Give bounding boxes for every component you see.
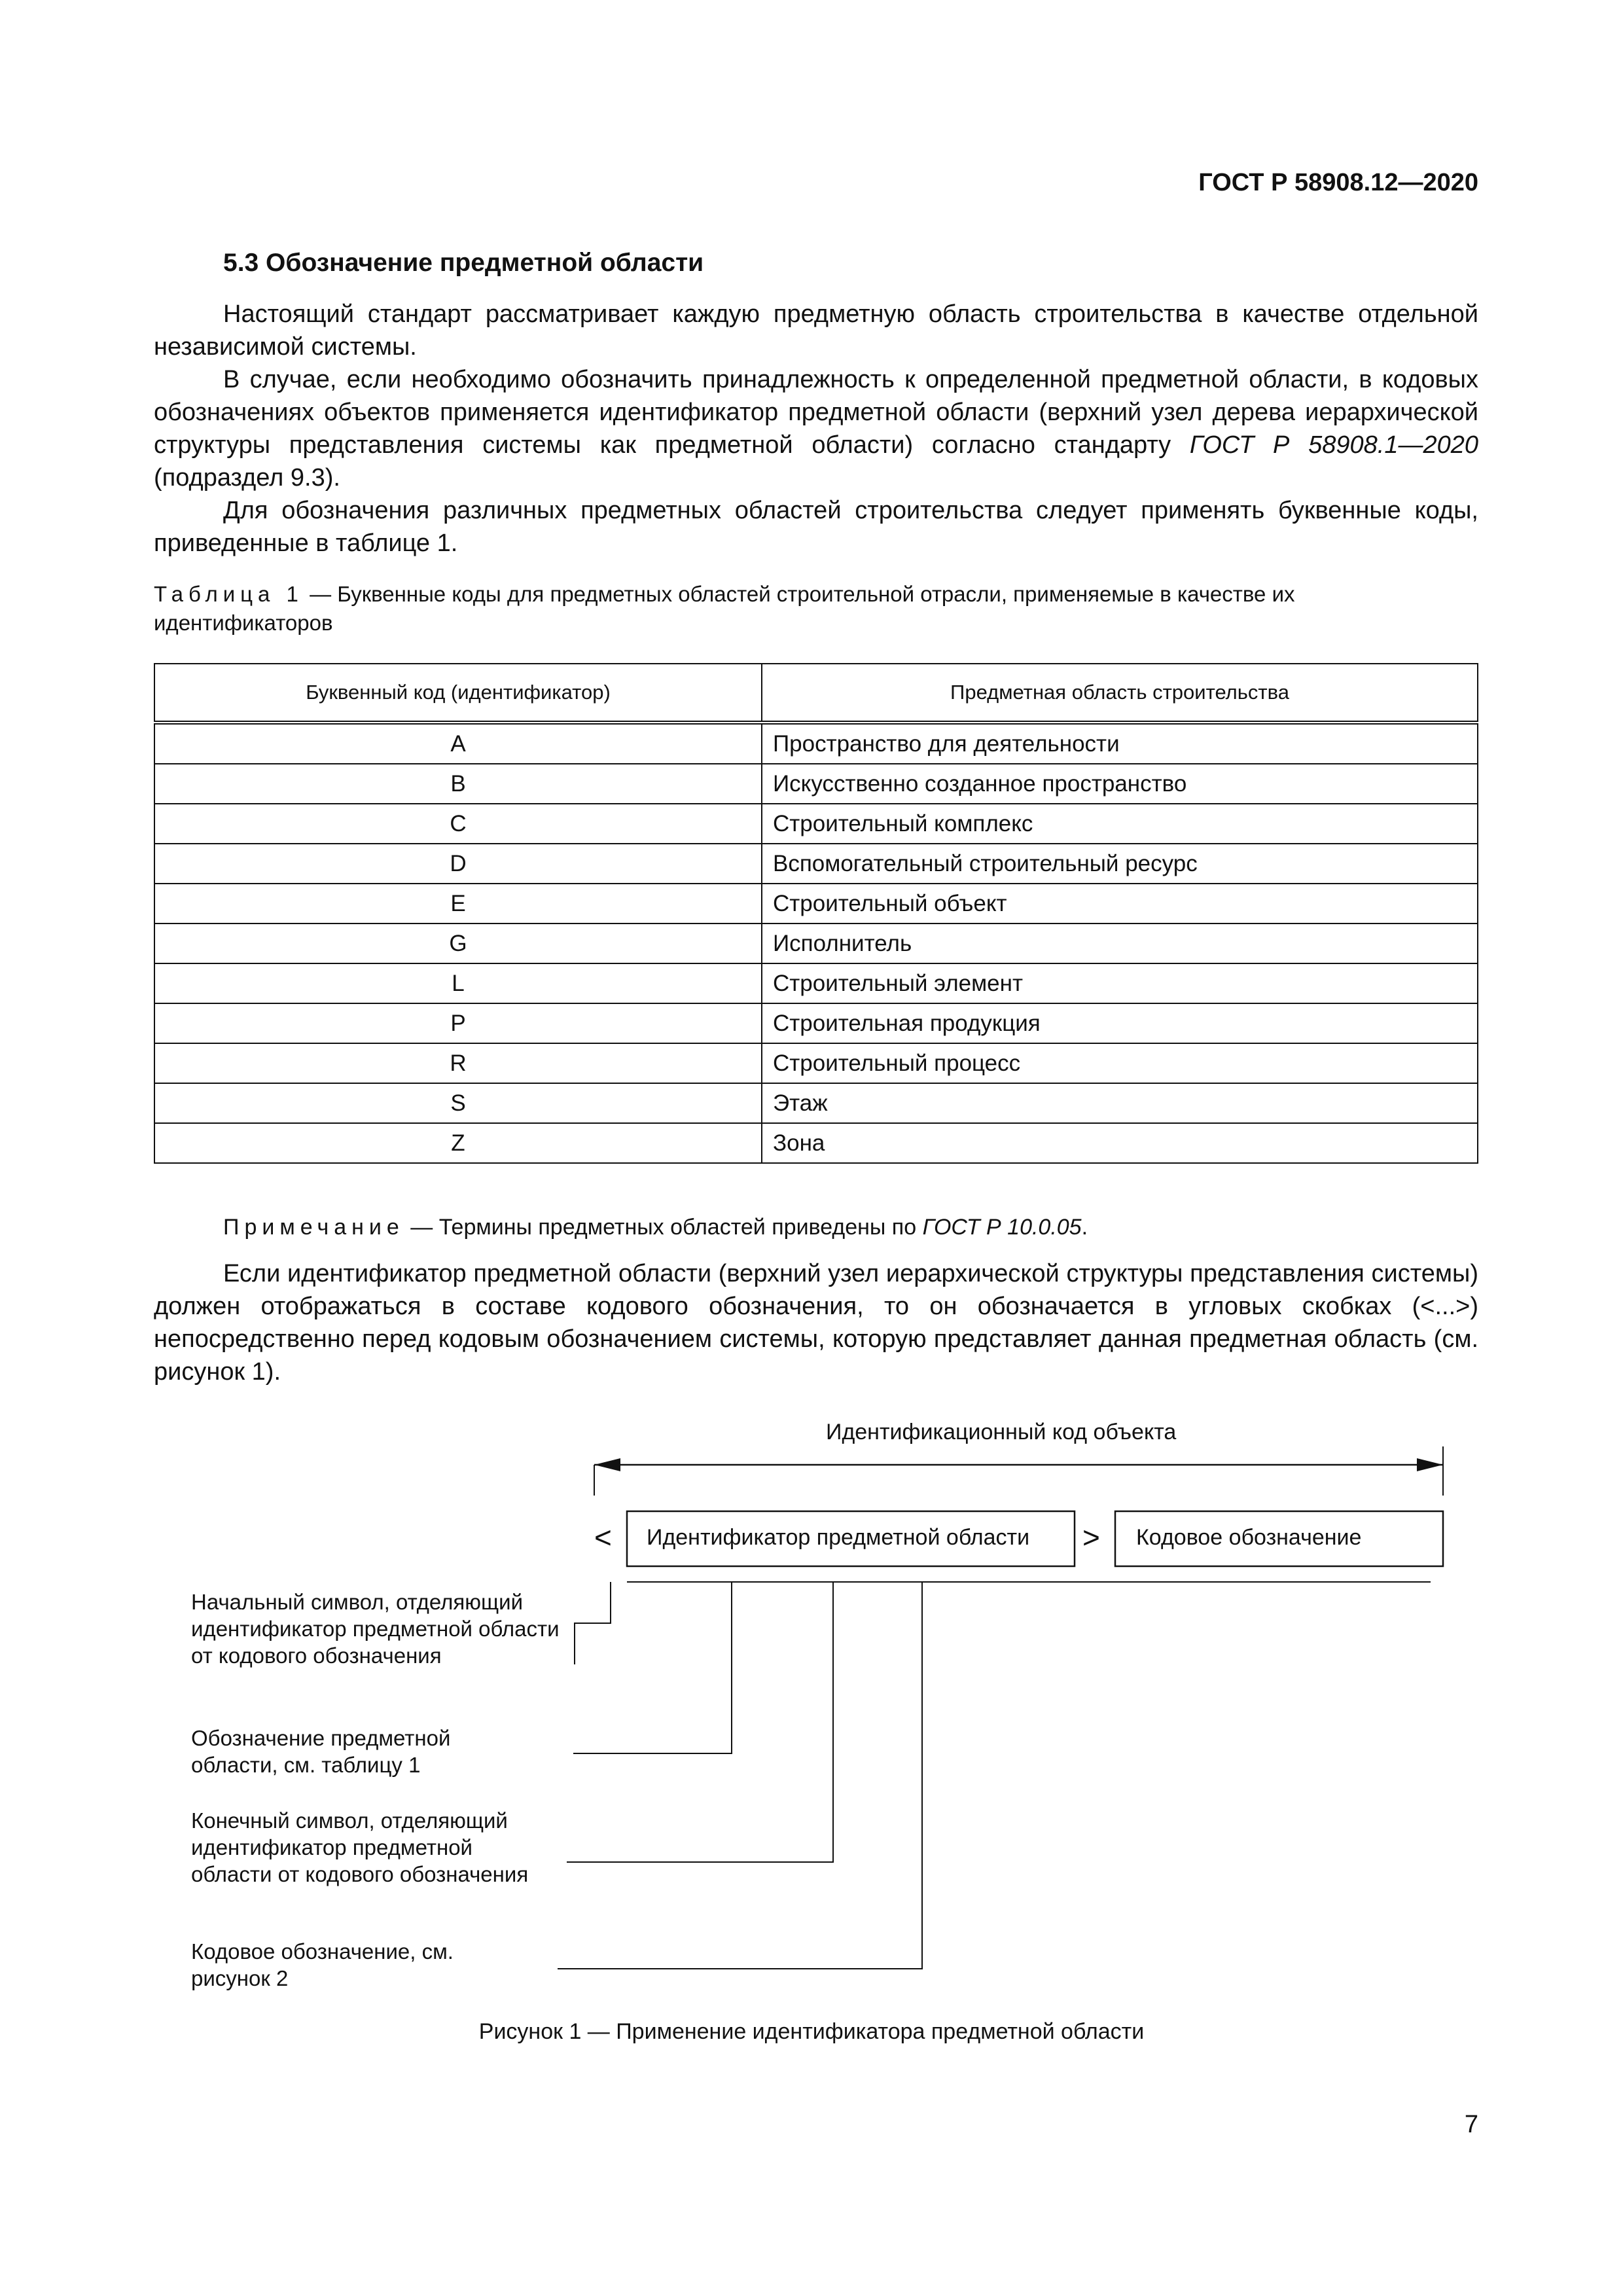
code-cell: S: [154, 1083, 762, 1123]
code-cell: L: [154, 963, 762, 1003]
code-cell: D: [154, 844, 762, 884]
table-caption-label: Таблица 1: [154, 582, 304, 606]
domain-cell: Строительный процесс: [762, 1043, 1478, 1083]
label-code-designation: Кодовое обозначение, см. рисунок 2: [191, 1939, 454, 1990]
domain-cell: Зона: [762, 1123, 1478, 1163]
note-label: Примечание: [223, 1215, 404, 1240]
domain-cell: Строительный элемент: [762, 963, 1478, 1003]
table-caption-text: — Буквенные коды для предметных областей строительной отрасли, применяемые в качестве их идентификаторов: [154, 582, 1295, 635]
domain-cell: Строительная продукция: [762, 1003, 1478, 1043]
code-cell: R: [154, 1043, 762, 1083]
label-initial-symbol: Начальный символ, отделяющий идентификатор предметной области от кодового обозначения: [191, 1590, 560, 1668]
leader-line-domain-designation: [573, 1582, 732, 1753]
code-cell: A: [154, 723, 762, 764]
code-cell: C: [154, 804, 762, 844]
code-cell: B: [154, 764, 762, 804]
dimension-arrow-left: [594, 1458, 620, 1471]
figure-top-label: Идентификационный код объекта: [826, 1420, 1177, 1444]
column-header-domain: Предметная область строительства: [762, 664, 1478, 723]
domain-cell: Пространство для деятельности: [762, 723, 1478, 764]
page-number: 7: [1464, 2111, 1478, 2138]
code-cell: Z: [154, 1123, 762, 1163]
column-header-code: Буквенный код (идентификатор): [154, 664, 762, 723]
paragraph-4: Если идентификатор предметной области (верхний узел иерархической структуры представления системы) должен отображаться в составе кодового обозначения, то он обозначается в угловых скобках (<...>) непосредственно перед кодовым обозначением системы, которую представляет данная предметная область (см. рисунок 1).: [154, 1260, 1478, 1386]
domain-cell: Этаж: [762, 1083, 1478, 1123]
code-cell: G: [154, 924, 762, 963]
leader-line-initial-symbol: [575, 1582, 611, 1664]
dimension-arrow-right: [1417, 1458, 1443, 1471]
leader-line-code-designation: [558, 1582, 922, 1969]
domain-cell: Вспомогательный строительный ресурс: [762, 844, 1478, 884]
label-domain-designation: Обозначение предметной области, см. таблицу 1: [191, 1726, 451, 1777]
code-cell: P: [154, 1003, 762, 1043]
code-box-label: Кодовое обозначение: [1136, 1525, 1362, 1550]
close-angle-bracket: >: [1082, 1520, 1100, 1554]
figure-caption: Рисунок 1 — Применение идентификатора предметной области: [478, 2019, 1145, 2044]
section-title: 5.3 Обозначение предметной области: [223, 249, 704, 277]
domain-id-box-label: Идентификатор предметной области: [647, 1525, 1030, 1550]
standard-code-header: ГОСТ Р 58908.12—2020: [1198, 169, 1478, 196]
note-reference: ГОСТ Р 10.0.05: [922, 1215, 1082, 1240]
domain-cell: Строительный объект: [762, 884, 1478, 924]
label-final-symbol: Конечный символ, отделяющий идентификатор предметной области от кодового обозначения: [191, 1808, 529, 1886]
paragraph-1: Настоящий стандарт рассматривает каждую предметную область строительства в качестве отдельной независимой системы.: [154, 300, 1478, 361]
leader-line-final-symbol: [567, 1582, 833, 1862]
code-cell: E: [154, 884, 762, 924]
standard-reference: ГОСТ Р 58908.1—2020: [1189, 431, 1479, 459]
table-note: Примечание — Термины предметных областей приведены по ГОСТ Р 10.0.05.: [223, 1215, 1088, 1240]
domain-cell: Исполнитель: [762, 924, 1478, 963]
paragraph-3: Для обозначения различных предметных областей строительства следует применять буквенные коды, приведенные в таблице 1.: [154, 497, 1478, 557]
domain-cell: Искусственно созданное пространство: [762, 764, 1478, 804]
open-angle-bracket: <: [594, 1520, 612, 1554]
paragraph-2: В случае, если необходимо обозначить принадлежность к определенной предметной области, в кодовых обозначениях объектов применяется идентификатор предметной области (верхний узел дерева иерархической структуры представления системы как предметной области) согласно стандарту ГОСТ Р 58908.1—2020 (подраздел 9.3).: [154, 366, 1479, 492]
domain-cell: Строительный комплекс: [762, 804, 1478, 844]
